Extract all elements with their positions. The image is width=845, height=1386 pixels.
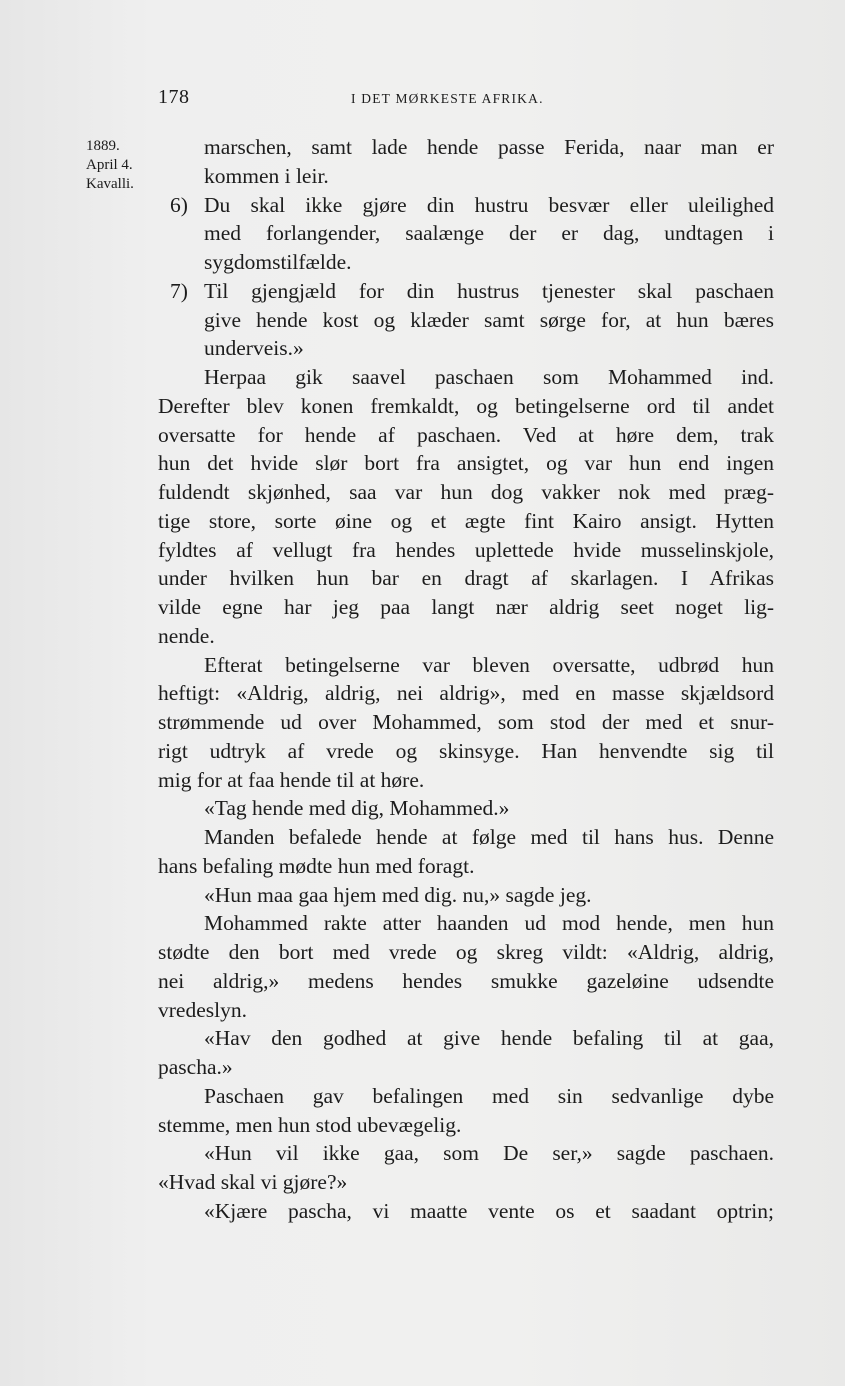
list-item-text: Du skal ikke gjøre din hustru besvær eller uleilighed: [204, 192, 774, 217]
text-line: kommen i leir.: [204, 163, 329, 188]
paragraph-first-line: Herpaa gik saavel paschaen som Mohammed ind.: [204, 365, 774, 389]
text-line: rigt udtryk af vrede og skinsyge. Han henvendte sig til: [158, 738, 774, 763]
text-line: «Hvad skal vi gjøre?»: [158, 1170, 348, 1194]
text-line: marschen, samt lade hende passe Ferida, naar man er: [204, 135, 774, 159]
margin-note-year: 1889.: [86, 138, 120, 154]
text-line: tige store, sorte øine og et ægte fint Kairo ansigt. Hytten: [158, 508, 774, 533]
text-line: nei aldrig,» medens hendes smukke gazeløine udsendte: [158, 968, 774, 993]
paragraph-first-line: «Tag hende med dig, Mohammed.»: [204, 796, 510, 821]
text-line: hans befaling mødte hun med foragt.: [158, 853, 475, 878]
numbered-text-line: [158, 277, 774, 306]
text-line: fuldendt skjønhed, saa var hun dog vakker nok med præg-: [158, 480, 774, 504]
margin-note-place: Kavalli.: [86, 176, 134, 192]
text-line: vilde egne har jeg paa langt nær aldrig seet noget lig-: [158, 595, 774, 619]
paragraph-first-line: Paschaen gav befalingen med sin sedvanlige dybe: [204, 1083, 774, 1108]
text-line: nende.: [158, 623, 215, 648]
list-item-text: Til gjengjæld for din hustrus tjenester skal paschaen: [204, 278, 774, 303]
margin-note-date: April 4.: [86, 157, 133, 173]
margin-note: [86, 137, 154, 194]
paragraph-first-line: «Hav den godhed at give hende befaling til at gaa,: [204, 1026, 774, 1051]
running-head: I DET MØRKESTE AFRIKA.: [351, 91, 544, 106]
text-line: med forlangender, saalænge der er dag, undtagen i: [204, 221, 774, 246]
text-line: fyldtes af vellugt fra hendes uplettede hvide musselinskjole,: [158, 537, 774, 562]
text-line: give hende kost og klæder samt sørge for, at hun bæres: [204, 307, 774, 332]
text-line: under hvilken hun bar en dragt af skarlagen. I Afrikas: [158, 566, 774, 591]
text-line: pascha.»: [158, 1055, 233, 1079]
paragraph-first-line: «Hun vil ikke gaa, som De ser,» sagde paschaen.: [204, 1141, 774, 1166]
paragraph-first-line: «Hun maa gaa hjem med dig. nu,» sagde jeg.: [204, 882, 592, 907]
text-line: sygdomstilfælde.: [204, 250, 352, 274]
list-number: 6): [170, 192, 188, 217]
text-line: mig for at faa hende til at høre.: [158, 767, 425, 792]
text-line: underveis.»: [204, 336, 304, 361]
text-line: Derefter blev konen fremkaldt, og betingelserne ord til andet: [158, 393, 774, 418]
numbered-text-line: [158, 191, 774, 220]
paragraph-first-line: «Kjære pascha, vi maatte vente os et saadant optrin;: [204, 1198, 774, 1223]
body-text: [158, 133, 774, 1226]
text-line: hun det hvide slør bort fra ansigtet, og var hun end ingen: [158, 451, 774, 476]
text-line: strømmende ud over Mohammed, som stod der med et snur-: [158, 710, 774, 734]
page-number: 178: [158, 86, 190, 108]
text-line: stødte den bort med vrede og skreg vildt: «Aldrig, aldrig,: [158, 940, 774, 964]
text-line: heftigt: «Aldrig, aldrig, nei aldrig», med en masse skjældsord: [158, 681, 774, 706]
text-line: vredeslyn.: [158, 997, 247, 1022]
paragraph-first-line: Efterat betingelserne var bleven oversatte, udbrød hun: [204, 652, 774, 677]
text-line: stemme, men hun stod ubevægelig.: [158, 1112, 462, 1137]
list-number: 7): [170, 278, 188, 303]
text-line: oversatte for hende af paschaen. Ved at høre dem, trak: [158, 422, 774, 447]
page-header: [158, 86, 778, 112]
paragraph-first-line: Manden befalede hende at følge med til hans hus. Denne: [204, 825, 774, 849]
paragraph-first-line: Mohammed rakte atter haanden ud mod hende, men hun: [204, 911, 774, 936]
